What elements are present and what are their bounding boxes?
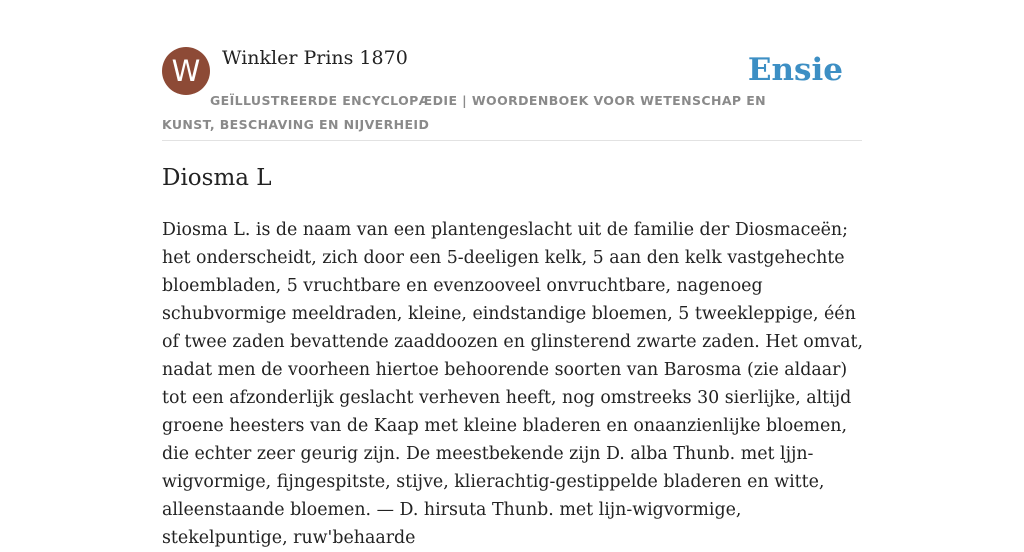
page — [162, 0, 863, 548]
source-subtitle: GEÏLLUSTREERDE ENCYCLOPÆDIE | WOORDENBOEK VOOR WETENSCHAP EN KUNST, BESCHAVING EN NIJVERHEID — [162, 93, 767, 132]
ensie-logo[interactable]: Ensie — [747, 52, 843, 88]
entry-title: Diosma L — [162, 165, 272, 191]
source-avatar[interactable]: W — [162, 47, 210, 95]
source-title-link[interactable]: Winkler Prins 1870 — [222, 47, 408, 69]
entry-body: Diosma L. is de naam van een plantengeslacht uit de familie der Diosmaceën; het onderscheidt, zich door een 5-deeligen kelk, 5 aan den kelk vastgehechte bloembladen, 5 vruchtbare en evenzooveel onvruchtbare, nagenoeg schubvormige meeldraden, kleine, eindstandige bloemen, 5 tweekleppige, één of twee zaden bevattende zaaddoozen en glinsterend zwarte zaden. Het omvat, nadat men de voorheen hiertoe behoorende soorten van Barosma (zie aldaar) tot een afzonderlijk geslacht verheven heeft, nog omstreeks 30 sierlijke, altijd groene heesters van de Kaap met kleine bladeren en onaanzienlijke bloemen, die echter zeer geurig zijn. De meestbekende zijn D. alba Thunb. met ljjn-wigvormige, fijngespitste, stijve, klierachtig-gestippelde bladeren en witte, alleenstaande bloemen. — D. hirsuta Thunb. met lijn-wigvormige, stekelpuntige, ruw'behaarde — [162, 220, 863, 548]
header — [162, 0, 862, 141]
